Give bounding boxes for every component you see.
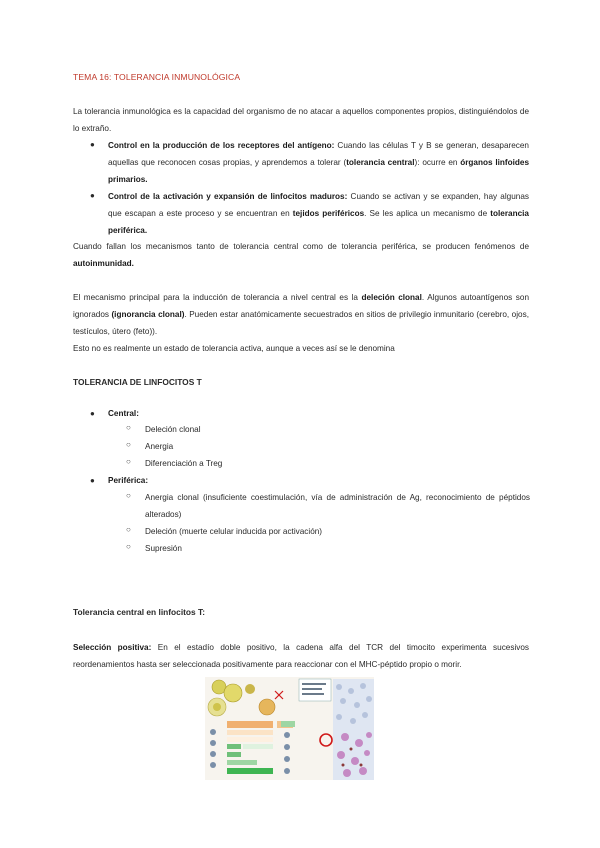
bullet-icon: ● [90,191,95,200]
page-title: TEMA 16: TOLERANCIA INMUNOLÓGICA [73,72,241,82]
bullet-icon: ● [90,140,95,149]
seleccion-positiva-paragraph: Selección positiva: En el estadío doble positivo, la cadena alfa del TCR del timocito experimenta sucesivos reordenamientos hasta ser seleccionada positivamente para reaccionar con el MHC-péptido propio o morir. [73,643,529,669]
section-heading-tolerancia-central: Tolerancia central en linfocitos T: [73,607,206,617]
periferica-item: Supresión [145,544,182,553]
circle-bullet-icon: ○ [126,542,131,551]
central-item: Deleción clonal [145,425,201,434]
section-heading-tolerancia-t: TOLERANCIA DE LINFOCITOS T [73,377,202,387]
intro-paragraph: La tolerancia inmunológica es la capacidad del organismo de no atacar a aquellos componentes propios, distinguiéndolos de lo extraño. [73,107,529,133]
bullet-item-activacion: Control de la activación y expansión de linfocitos maduros: Cuando se activan y se expanden, hay algunas que escapan a este proceso y se encuentran en tejidos periféricos. Se les aplica un mecanismo de tolerancia periférica. [108,192,529,235]
bullet-icon: ● [90,409,95,418]
figure-illustration [205,677,374,780]
mecanismo-note: Esto no es realmente un estado de tolerancia activa, aunque a veces así se le denomina [73,344,395,353]
circle-bullet-icon: ○ [126,491,131,500]
circle-bullet-icon: ○ [126,457,131,466]
circle-bullet-icon: ○ [126,440,131,449]
bullet-icon: ● [90,476,95,485]
mecanismo-paragraph: El mecanismo principal para la inducción de tolerancia a nivel central es la deleción clonal. Algunos autoantígenos son ignorados (ignorancia clonal). Pueden estar anatómicamente secuestrados en sitios de privilegio inmunitario (cerebro, ojos, testículos, útero (feto)). [73,293,529,336]
circle-bullet-icon: ○ [126,423,131,432]
periferica-label: Periférica: [108,476,149,485]
periferica-item: Anergia clonal (insuficiente coestimulación, vía de administración de Ag, reconocimiento de péptidos alterados) [145,493,530,519]
central-item: Anergia [145,442,174,451]
central-label: Central: [108,409,139,418]
circle-bullet-icon: ○ [126,525,131,534]
autoinmunidad-paragraph: Cuando fallan los mecanismos tanto de tolerancia central como de tolerancia periférica, se producen fenómenos de autoinmunidad. [73,242,529,268]
bullet-item-receptores: Control en la producción de los receptores del antígeno: Cuando las células T y B se generan, desaparecen aquellas que reconocen cosas propias, y aprendemos a tolerar (tolerancia central): ocurre en órganos linfoides primarios. [108,141,529,184]
periferica-item: Deleción (muerte celular inducida por activación) [145,527,323,536]
thymocyte-selection-figure [205,677,374,780]
central-item: Diferenciación a Treg [145,459,223,468]
